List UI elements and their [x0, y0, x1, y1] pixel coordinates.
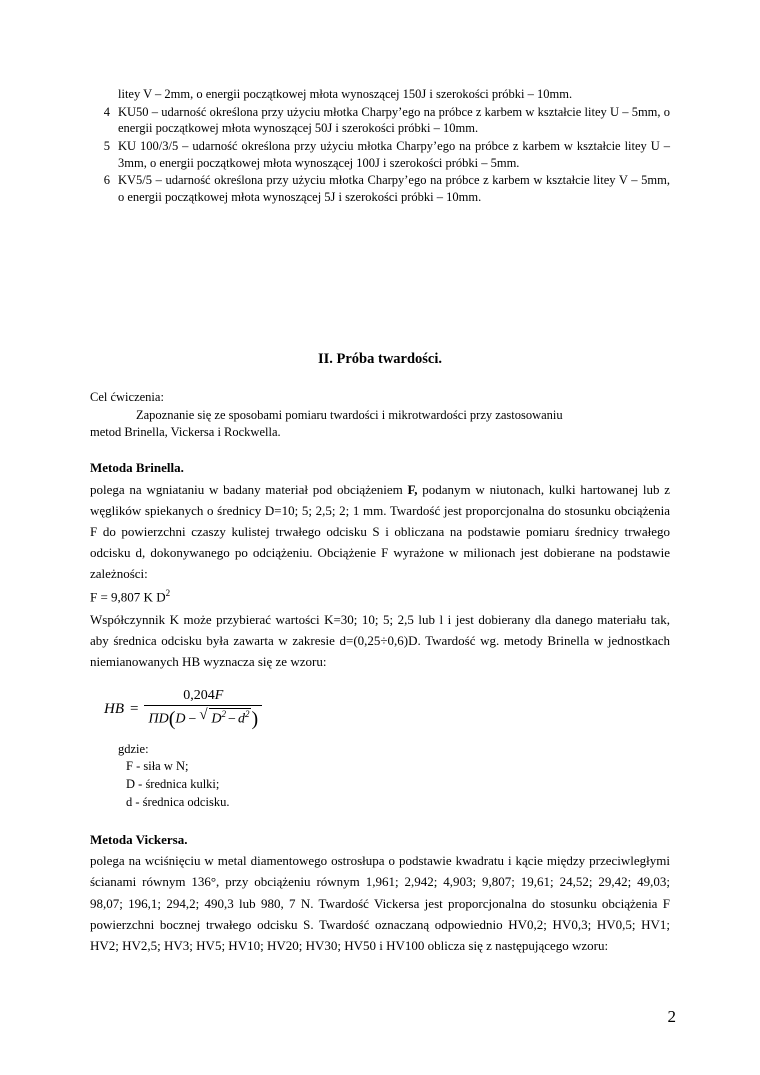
- sqrt-body: [209, 708, 251, 728]
- brinell-hb-formula: [104, 687, 670, 733]
- sqrt-d-small: d: [237, 711, 245, 727]
- list-item: [90, 172, 670, 205]
- section-title: II. Próba twardości.: [317, 351, 443, 368]
- sqrt-minus: −: [228, 711, 236, 727]
- aim-text: [90, 407, 670, 440]
- list-item-number: 6: [103, 173, 110, 188]
- sqrt-exp-big: 2: [221, 709, 227, 720]
- list-item: [90, 104, 670, 137]
- brinell-paragraph-2: Współczynnik K może przybierać wartości K=30; 10; 5; 2,5 lub l i jest dobierany dla danego materiału tak, aby średnica odcisku była zawarta w zakresie d=(0,25÷0,6)D. Twardość wg. metody Brinella w jednostkach niemianowanych HB wyznacza się ze wzoru:: [90, 612, 670, 670]
- where-item: F - siła w N;: [126, 759, 189, 774]
- brinell-formula-f-exponent: 2: [165, 588, 171, 598]
- vickers-paragraph: polega na wciśnięciu w metal diamentowego ostrosłupa o podstawie kwadratu i kącie między przeciwległymi ścianami równym 136°, przy obciążeniu równym 1,961; 2,942; 4,903; 9,807; 19,61; 24,52; 29,42; 49,03; 98,07; 196,1; 294,2; 490,3 lub 980, 7 N. Twardość Vickersa jest proporcjonalna do stosunku obciążenia F powierzchni bocznej trwałego odcisku S. Twardość oznaczaną odpowiednio HV0,2; HV0,3; HV0,5; HV1; HV2; HV2,5; HV3; HV5; HV10; HV20; HV30; HV50 i HV100 oblicza się z następującego wzoru:: [90, 853, 670, 953]
- formula-equals: =: [130, 701, 139, 718]
- formula-close-paren: ): [251, 708, 259, 731]
- list-item-text: KV5/5 – udarność określona przy użyciu młotka Charpy’ego na próbce z karbem w kształcie litey V – 5mm, o energii początkowej młota wynoszącej 5J i szerokości próbki – 10mm.: [118, 173, 670, 204]
- formula-denominator-d: D: [175, 711, 186, 727]
- brinell-formula-f-text: F = 9,807 K D: [90, 589, 166, 605]
- formula-lhs: HB: [104, 701, 124, 718]
- page-number: 2: [667, 1007, 676, 1026]
- vickers-heading: Metoda Vickersa.: [90, 831, 188, 847]
- formula-open-paren: (: [168, 708, 176, 731]
- list-item-text: KU50 – udarność określona przy użyciu młotka Charpy’ego na próbce z karbem w kształcie litey U – 5mm, o energii początkowej młota wynoszącej 50J i szerokości próbki – 10mm.: [118, 104, 670, 136]
- brinell-formula-f: [90, 586, 670, 607]
- aim-text-line2: metod Brinella, Vickersa i Rockwella.: [90, 424, 281, 439]
- where-label: gdzie:: [118, 741, 149, 756]
- formula-sqrt: [199, 708, 251, 728]
- sqrt-d-big: D: [211, 711, 222, 727]
- list-item: [90, 138, 670, 171]
- list-item-number: 5: [103, 138, 110, 153]
- formula-fraction: [144, 688, 262, 731]
- formula-denominator-pi: ΠD: [148, 711, 169, 727]
- vertical-gap: [90, 205, 670, 351]
- brinell-where-block: [118, 741, 670, 812]
- sqrt-icon: √: [199, 707, 208, 724]
- formula-numerator: [175, 688, 231, 705]
- aim-text-line1: Zapoznanie się ze sposobami pomiaru twardości i mikrotwardości przy zastosowaniu: [136, 408, 563, 423]
- numbered-list: [90, 104, 670, 206]
- formula-denominator-minus: −: [188, 711, 197, 727]
- aim-label: Cel ćwiczenia:: [90, 390, 164, 405]
- formula-denominator: [144, 706, 262, 731]
- formula-numerator-coeff: 0,204: [183, 688, 215, 704]
- formula-numerator-var: F: [214, 688, 224, 704]
- sqrt-exp-small: 2: [244, 709, 250, 720]
- list-item-number: 4: [103, 104, 110, 119]
- continuation-line: litey V – 2mm, o energii początkowej młota wynoszącej 150J i szerokości próbki – 10mm.: [118, 87, 573, 101]
- brinell-heading: Metoda Brinella.: [90, 459, 184, 475]
- where-item: D - średnica kulki;: [126, 777, 220, 792]
- vertical-gap-2: [90, 368, 670, 390]
- where-item: d - średnica odcisku.: [126, 794, 230, 809]
- brinell-paragraph-1: polega na wgniataniu w badany materiał pod obciążeniem F, podanym w niutonach, kulki hartowanej lub z węglików spiekanych o średnicy D=10; 5; 2,5; 2; 1 mm. Twardość jest proporcjonalna do stosunku obciążenia F do powierzchni czaszy kulistej trwałego odcisku S i obliczana na podstawie pomiaru średnicy trwałego odcisku d, dokonywanego po odciążeniu. Obciążenie F wyrażone w milionach jest dobierane na podstawie zależności:: [90, 481, 671, 581]
- list-item-text: KU 100/3/5 – udarność określona przy użyciu młotka Charpy’ego na próbce z karbem w kształcie litey U – 3mm, o energii początkowej młota wynoszącej 100J i szerokości próbki – 5mm.: [118, 138, 670, 170]
